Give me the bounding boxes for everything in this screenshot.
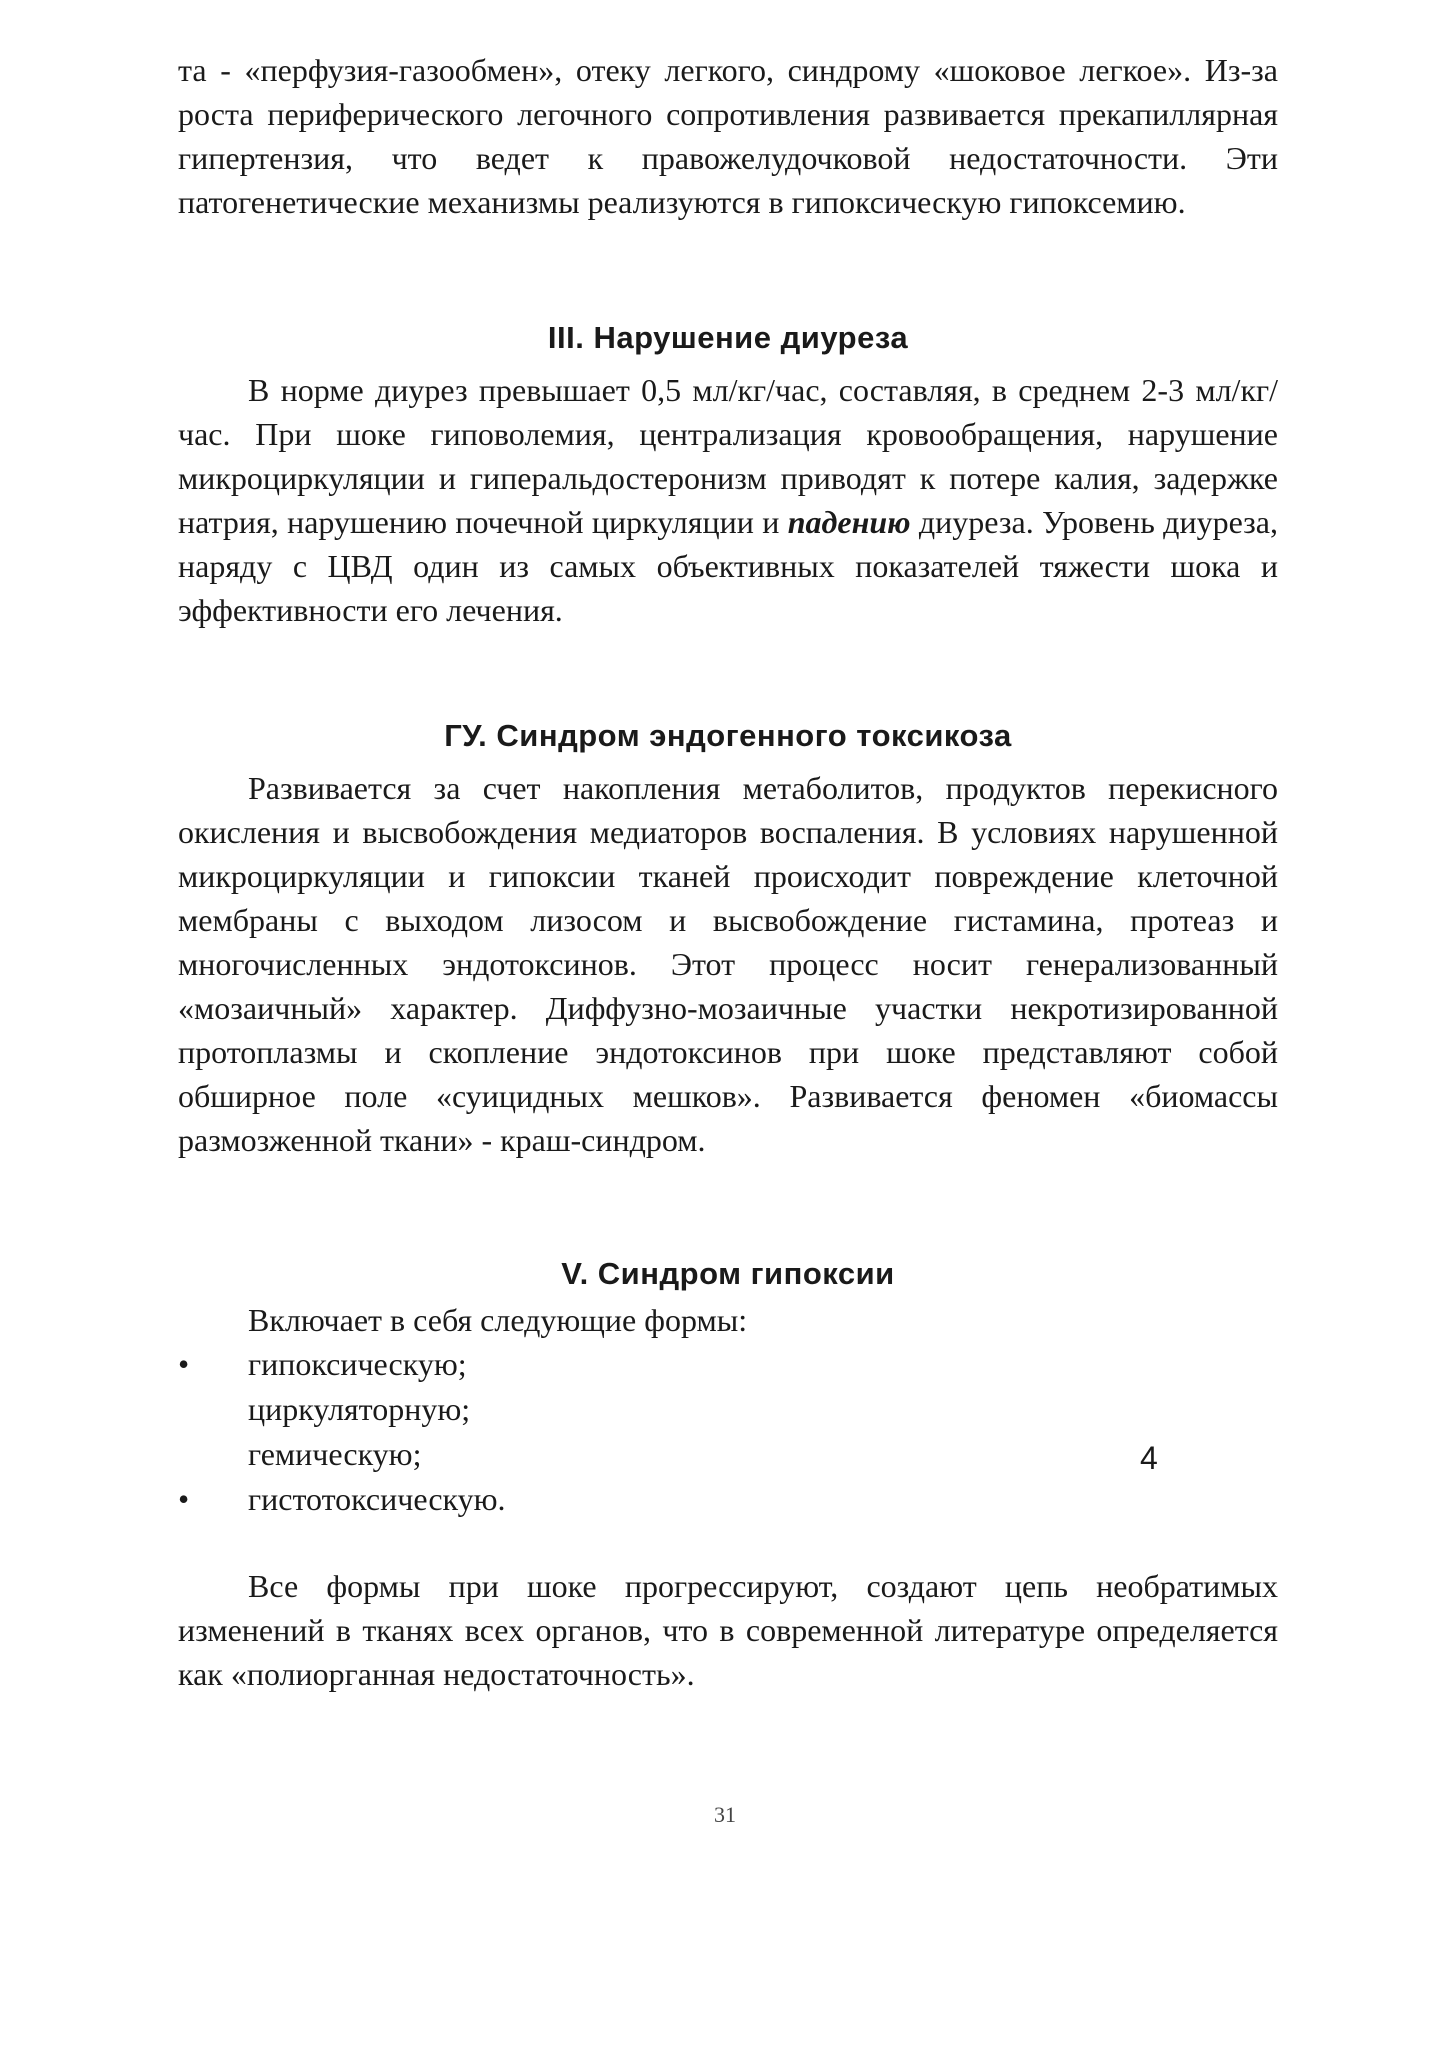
bullet-icon: •: [178, 1481, 190, 1517]
list-item-label: гипоксическую;: [248, 1346, 467, 1382]
list-item: [178, 1477, 1278, 1522]
section-endogenous-toxicosis: [178, 716, 1278, 1162]
section-heading-hypoxia: V. Синдром гипоксии: [561, 1256, 895, 1291]
top-paragraph: та - «перфузия-газообмен», отеку легкого, синдрому «шоковое легкое». Из-за роста периферического легочного сопротивления развивается прекапиллярная гипертензия, что ведет к правожелудочковой недостаточности. Эти патогенетические механизмы реализуются в гипоксическую гипоксемию.: [178, 52, 1278, 220]
bullet-icon: •: [178, 1346, 190, 1382]
list-item: [178, 1387, 1278, 1432]
hypoxia-conclusion: Все формы при шоке прогрессируют, создают цепь необратимых изменений в тканях всех органов, что в современной литературе определяется как «полиорганная недостаточность».: [178, 1568, 1278, 1692]
diuresis-text-start: В норме диурез превышает 0,5 мл/кг/час, составляя, в среднем 2-3 мл/кг/час. При шоке гиповолемия, централизация кровообращения, нарушение микроциркуляции и гиперальдостеронизм приводят к потере калия, задержке натрия, нарушению почечной циркуляции и: [178, 372, 1278, 540]
page-number: 31: [714, 1802, 736, 1827]
section-heading-diuresis: III. Нарушение диуреза: [547, 320, 909, 355]
diuresis-paragraph: [178, 368, 1278, 632]
section-heading-toxicosis: ГУ. Синдром эндогенного токсикоза: [444, 718, 1012, 753]
list-item: [178, 1432, 1278, 1477]
list-item-label: циркуляторную;: [248, 1391, 471, 1427]
toxicosis-paragraph: Развивается за счет накопления метаболитов, продуктов перекисного окисления и высвобождения медиаторов воспаления. В условиях нарушенной микроциркуляции и гипоксии тканей происходит повреждение клеточной мембраны с выходом лизосом и высвобождение гистамина, протеаз и многочисленных эндотоксинов. Этот процесс носит генерализованный «мозаичный» характер. Диффузно-мозаичные участки некротизированной протоплазмы и скопление эндотоксинов при шоке представляют собой обширное поле «суицидных мешков». Развивается феномен «биомассы размозженной ткани» - краш-синдром.: [178, 770, 1278, 1158]
diuresis-emphasis: падению: [787, 504, 911, 540]
margin-number: 4: [1140, 1440, 1158, 1476]
hypoxia-forms-list: [178, 1342, 1278, 1522]
section-hypoxia: [178, 1254, 1278, 1696]
section-diuresis: [178, 318, 1278, 632]
list-item-label: гистотоксическую.: [248, 1481, 506, 1517]
hypoxia-intro: Включает в себя следующие формы:: [248, 1302, 748, 1338]
top-paragraph-block: [178, 48, 1278, 224]
list-item: [178, 1342, 1278, 1387]
diuresis-text-end: диуреза. Уровень диуреза, наряду с ЦВД один из самых объективных показателей тяжести шока и эффективности его лечения.: [178, 504, 1279, 628]
list-item-label: гемическую;: [248, 1436, 422, 1472]
